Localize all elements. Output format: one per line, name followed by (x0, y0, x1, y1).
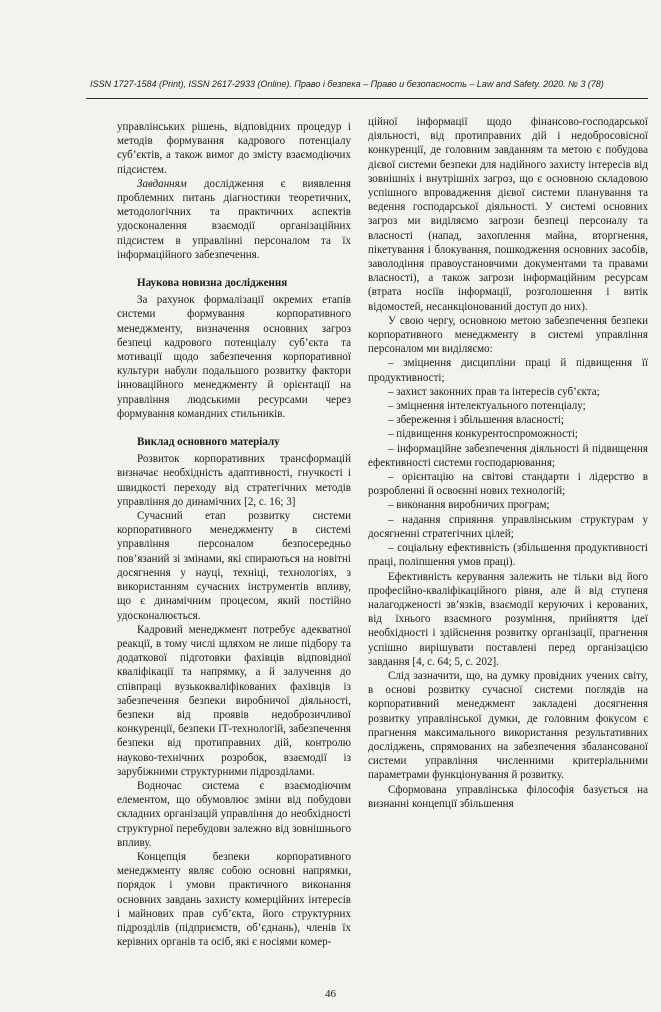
section-heading-main: Виклад основного матеріалу (137, 436, 280, 449)
list-item: – зміцнення дисципліни праці й підвищення її продуктивності; (368, 357, 648, 384)
list-item: – захист законних прав та інтересів суб’єкта; (388, 385, 600, 398)
list-item: – збереження і збільшення власності; (388, 414, 564, 427)
page-number: 46 (325, 988, 336, 1000)
paragraph: Водночас система є взаємодіючим елементом, що обумовлює зміни від побудови складних організацій управління до необхідності структурної перебудови залежно від зовнішнього впливу. (117, 779, 351, 849)
paragraph: Сформована управлінська філософія базується на визнанні концепції збільшення (368, 783, 648, 810)
running-header: ISSN 1727-1584 (Print), ISSN 2617-2933 (Online). Право і безпека – Право и безопасность – Law and Safety. 2020. № 3 (78) (90, 79, 604, 89)
paragraph: Слід зазначити, що, на думку провідних учених світу, в основі розвитку сучасної системи поглядів на корпоративний менеджмент закладені досягнення розвитку управлінської думки, де головним фокусом є прагнення максимального використання результативних досліджень, спрямованих на забезпечення збалансованої системи управління численними критеріальними параметрами функціонування й розвитку. (368, 669, 648, 782)
paragraph: Кадровий менеджмент потребує адекватної реакції, в тому числі щляхом не лише підбору та додаткової підготовки фахівців відповідної кваліфікації та напрямку, а й залучення до співпраці вузькокваліфікованих фахівців із забезпечення безпеки виробничої діяльності, безпеки від проявів недоброзичливої конкуренції, безпеки ІТ-технологій, забезпечення безпеки від протиправних дій, контролю науково-технічних розробок, взаємодії із зарубіжними структурними підрозділами. (117, 623, 351, 778)
list-item: – соціальну ефективність (збільшення продуктивності праці, поліпшення умов праці). (368, 542, 648, 569)
paragraph: У свою чергу, основною метою забезпечення безпеки корпоративного менеджменту в системі управління персоналом ми виділяємо: (368, 314, 648, 356)
paragraph: Сучасний етап розвитку системи корпоративного менеджменту в системі управління персоналом безпосередньо пов’язаний зі змінами, які спираються на новітні досягнення у науці, техніці, технологіях, з використанням сучасних інструментів впливу, що є динамічним процесом, який постійно удосконалюється. (117, 510, 351, 622)
list-item: – зміцнення інтелектуального потенціалу; (388, 400, 586, 413)
paragraph: управлінських рішень, відповідних процедур і методів формування кадрового потенціалу суб’єктів, а також вимог до змісту взаємодіючих підсистем. (117, 121, 351, 176)
list-item: – орієнтацію на світові стандарти і лідерство в розробленні й освоєнні нових технологій; (368, 471, 648, 498)
header-rule (86, 98, 648, 99)
right-column (368, 115, 648, 811)
paragraph: Концепція безпеки корпоративного менеджменту являє собою основні напрямки, порядок і умови практичного виконання основних завдань захисту комерційних інтересів і майнових прав суб’єкта, його структурних підрозділів (підприємств, об’єднань), членів їх керівних органів та осіб, які є носіями комер- (117, 850, 351, 949)
emphasis-term: Завданням (137, 177, 187, 190)
paragraph-text: дослідження є виявлення проблемних питань діагностики теоретичних, методологічних та практичних аспектів удосконалення взаємодії організаційних підсистем в управлінні персоналом та їх інформаційного забезпечення. (117, 177, 351, 261)
list-item: – виконання виробничих програм; (388, 499, 550, 512)
list-item: – інформаційне забезпечення діяльності й підвищення ефективності системи господарювання; (368, 442, 648, 469)
left-column (117, 120, 351, 949)
paragraph: Розвиток корпоративних трансформацій визначає необхідність адаптивності, гнучкості і швидкості переходу від стратегічних методів управління до динамічних [2, с. 16; 3] (117, 453, 351, 508)
paragraph: ційної інформації щодо фінансово-господарської діяльності, від протиправних дій і недобросовісної конкуренції, де головним завданням та метою є побудова дієвої системи безпеки для надійного захисту інтересів від зовнішніх і внутрішніх загроз, що є основною складовою успішного впровадження дієвої системи планування та ведення господарської діяльності. У системі основних загроз ми виділяємо загрози безпеці персоналу та власності (напад, захоплення майна, вторгнення, пікетування і блокування, пошкодження основних засобів, заволодіння правоустановчими документами та правами власності), а також загрози інформаційним ресурсам (втрата носіїв інформації, розголошення і витік відомостей, несанкціонований доступ до них). (368, 116, 648, 313)
list-item: – надання сприяння управлінським структурам у досягненні стратегічних цілей; (368, 513, 648, 540)
paragraph (117, 177, 351, 262)
section-heading-novelty: Наукова новизна дослідження (137, 277, 288, 290)
paragraph: За рахунок формалізації окремих етапів системи формування корпоративного менеджменту, визначення основних загроз безпеці кадрового потенціалу суб’єкта та мотивації щодо забезпечення корпоративної культури набули подальшого розвитку фактори інноваційного менеджменту й орієнтації на управління людськими ресурсами через формування командних стильників. (117, 294, 351, 420)
paragraph: Ефективність керування залежить не тільки від його професійно-кваліфікаційного рівня, але й від ступеня налагодженості зв’язків, взаємодії керуючих і керованих, від їхнього взаємного розуміння, прийняття ідеї необхідності і здійснення розвитку організації, прагнення успішно вирішувати поставлені перед організацією завдання [4, с. 64; 5, с. 202]. (368, 570, 648, 668)
list-item: – підвищення конкурентоспроможності; (388, 428, 578, 441)
